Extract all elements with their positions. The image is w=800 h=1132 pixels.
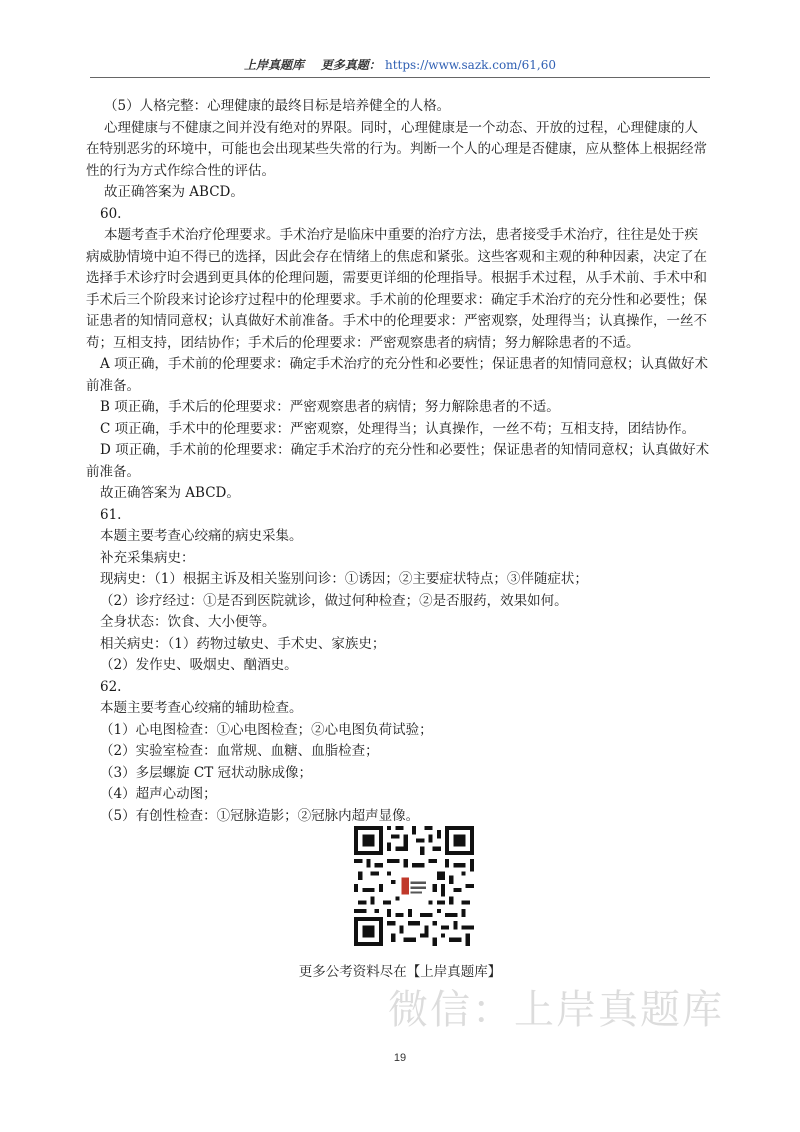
text-line: D 项正确，手术前的伦理要求：确定手术治疗的充分性和必要性；保证患者的知情同意权；认真做好术 — [100, 442, 710, 458]
text-line: （2）发作史、吸烟史、酗酒史。 — [100, 657, 298, 673]
header-brand: 上岸真题库 — [244, 58, 305, 72]
text-line: 本题主要考查心绞痛的病史采集。 — [100, 528, 303, 544]
text-line: 现病史：（1）根据主诉及相关鉴别问诊：①诱因；②主要症状特点；③伴随症状； — [100, 571, 588, 587]
promo-text: 更多公考资料尽在【上岸真题库】 — [298, 964, 502, 980]
text-line: 苟；互相支持，团结协作；手术后的伦理要求：严密观察患者的病情；努力解除患者的不适。 — [86, 334, 640, 351]
text-line: （1）心电图检查：①心电图检查；②心电图负荷试验； — [100, 721, 433, 738]
question-number: 62. — [100, 678, 122, 695]
text-line: 相关病史：（1）药物过敏史、手术史、家族史； — [100, 635, 386, 652]
text-line: 前准备。 — [86, 463, 140, 480]
text-line: （5）人格完整：心理健康的最终目标是培养健全的人格。 — [104, 98, 451, 114]
header-more-label: 更多真题： — [320, 58, 381, 72]
text-line: 性的行为方式作综合性的评估。 — [86, 162, 275, 179]
watermark: 微信：上岸真题库 — [388, 987, 724, 1033]
question-number: 61. — [100, 506, 122, 523]
document-body — [86, 96, 710, 827]
text-line: （4）超声心动图； — [100, 786, 217, 802]
header-divider — [90, 77, 710, 78]
text-line: 故正确答案为 ABCD。 — [100, 485, 240, 501]
text-line: C 项正确，手术中的伦理要求：严密观察，处理得当；认真操作，一丝不苟；互相支持，团结协作。 — [100, 420, 696, 437]
text-line: （3）多层螺旋 CT 冠状动脉成像； — [100, 764, 313, 781]
text-line: 选择手术诊疗时会遇到更具体的伦理问题，需要更详细的伦理指导。根据手术过程，从手术前、手术中和 — [86, 270, 707, 286]
text-line: 在特别恶劣的环境中，可能也会出现某些失常的行为。判断一个人的心理是否健康，应从整体上根据经常 — [86, 141, 707, 157]
page-number: 19 — [393, 1052, 407, 1064]
qr-code — [354, 826, 474, 946]
text-line: 补充采集病史： — [100, 549, 195, 566]
text-line: （5）有创性检查：①冠脉造影；②冠脉内超声显像。 — [100, 807, 420, 824]
text-line: 前准备。 — [86, 377, 140, 394]
page-header — [0, 56, 800, 73]
text-line: 心理健康与不健康之间并没有绝对的界限。同时，心理健康是一个动态、开放的过程，心理健康的人 — [104, 119, 698, 136]
header-url-link[interactable]: https://www.sazk.com/61,60 — [384, 58, 556, 72]
text-line: 病威胁情境中迫不得已的选择，因此会存在情绪上的焦虑和紧张。这些客观和主观的种种因素，决定了在 — [86, 248, 707, 265]
text-line: 本题考查手术治疗伦理要求。手术治疗是临床中重要的治疗方法，患者接受手术治疗，往往是处于疾 — [104, 227, 698, 243]
text-line: 全身状态：饮食、大小便等。 — [100, 614, 276, 630]
text-line: （2）诊疗经过：①是否到医院就诊，做过何种检查；②是否服药，效果如何。 — [100, 592, 568, 609]
text-line: 手术后三个阶段来讨论诊疗过程中的伦理要求。手术前的伦理要求：确定手术治疗的充分性和必要性；保 — [86, 291, 707, 308]
text-line: 故正确答案为 ABCD。 — [104, 184, 244, 200]
qr-code-image — [354, 826, 474, 946]
text-line: 证患者的知情同意权；认真做好术前准备。手术中的伦理要求：严密观察，处理得当；认真操作，一丝不 — [86, 313, 707, 329]
text-line: B 项正确，手术后的伦理要求：严密观察患者的病情；努力解除患者的不适。 — [100, 399, 560, 415]
question-number: 60. — [100, 205, 122, 222]
text-line: 本题主要考查心绞痛的辅助检查。 — [100, 700, 303, 716]
text-line: A 项正确，手术前的伦理要求：确定手术治疗的充分性和必要性；保证患者的知情同意权；认真做好术 — [100, 356, 709, 372]
text-line: （2）实验室检查：血常规、血糖、血脂检查； — [100, 743, 379, 759]
